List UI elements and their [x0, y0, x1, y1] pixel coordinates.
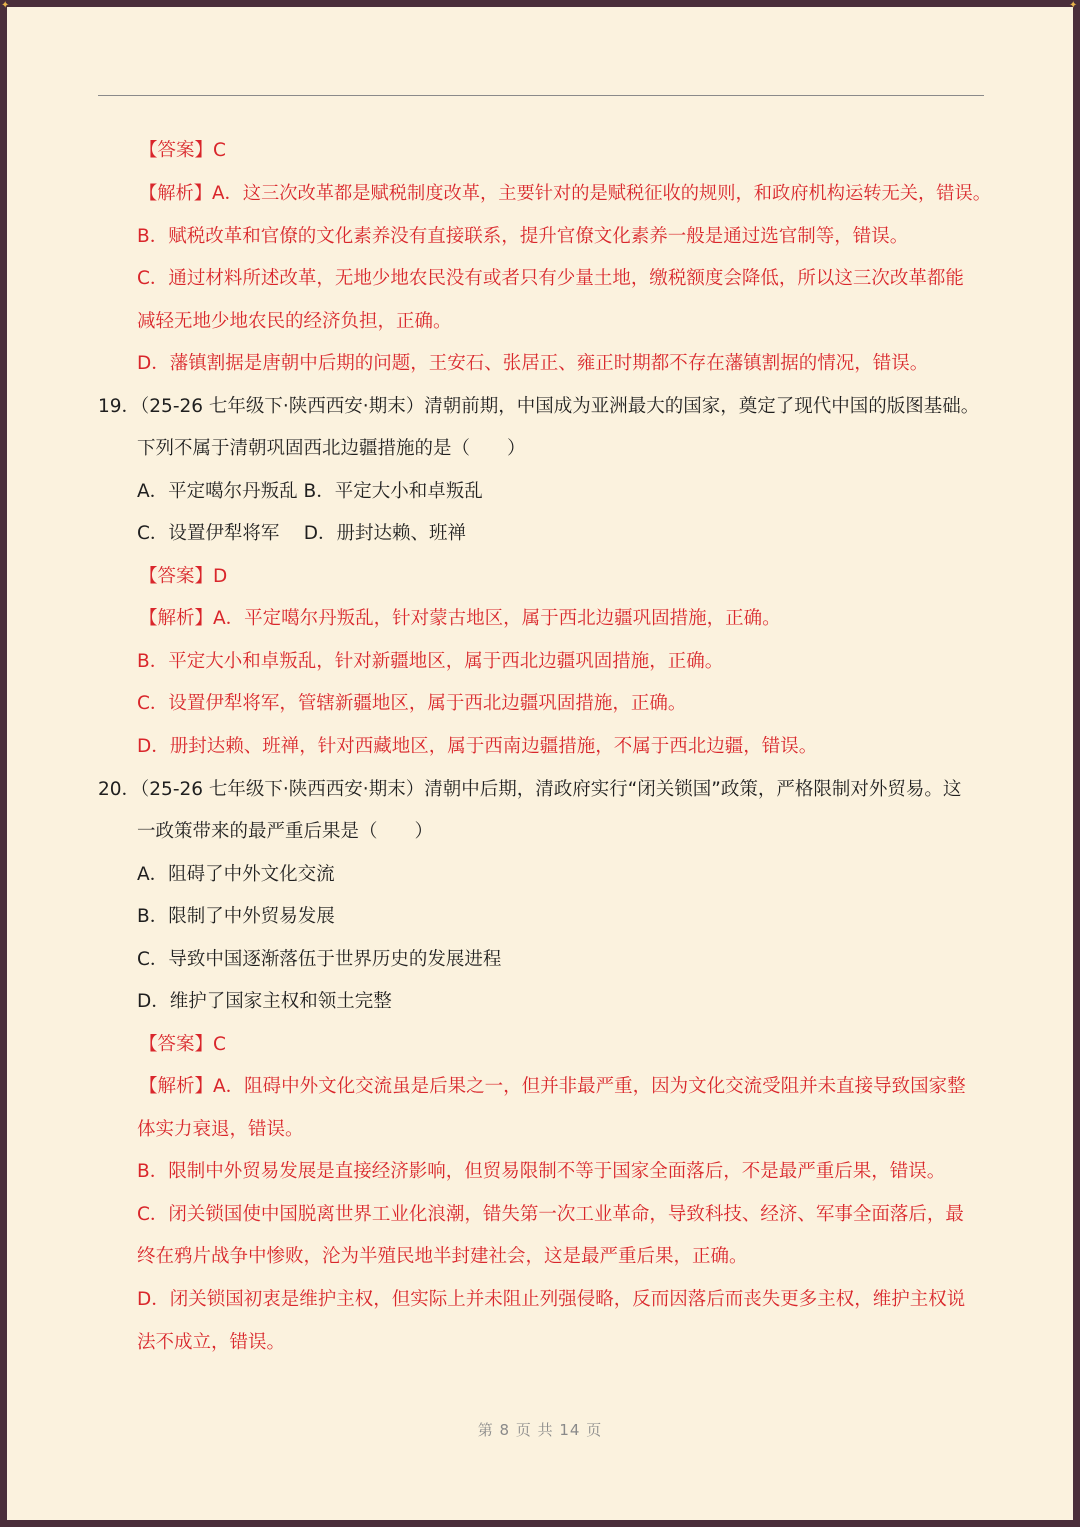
- q20-stem: 20．（25-26 七年级下·陕西西安·期末）清朝中后期，清政府实行“闭关锁国”政策，严格限制对外贸易。这: [98, 779, 962, 800]
- q19-stem: 下列不属于清朝巩固西北边疆措施的是（ ）: [137, 438, 526, 459]
- q20-analysis-line: 体实力衰退，错误。: [137, 1119, 304, 1140]
- q20-option: A．阻碍了中外文化交流: [137, 864, 335, 885]
- q19-options: C．设置伊犁将军 D．册封达赖、班禅: [137, 523, 467, 544]
- q20-analysis-line: 法不成立，错误。: [137, 1332, 286, 1353]
- q19-analysis-line: 【解析】A．平定噶尔丹叛乱，针对蒙古地区，属于西北边疆巩固措施，正确。: [139, 608, 781, 629]
- q19-analysis-line: B．平定大小和卓叛乱，针对新疆地区，属于西北边疆巩固措施，正确。: [137, 651, 724, 672]
- q18-analysis-line: 减轻无地少地农民的经济负担，正确。: [137, 311, 452, 332]
- q20-option: D．维护了国家主权和领土完整: [137, 991, 392, 1012]
- q20-analysis-line: D．闭关锁国初衷是维护主权，但实际上并未阻止列强侵略，反而因落后而丧失更多主权，维护主权说: [137, 1289, 966, 1310]
- q19-analysis-line: C．设置伊犁将军，管辖新疆地区，属于西北边疆巩固措施，正确。: [137, 693, 687, 714]
- q20-analysis-line: 【解析】A．阻碍中外文化交流虽是后果之一，但并非最严重，因为文化交流受阻并未直接导致国家整: [139, 1076, 966, 1097]
- q18-analysis-line: B．赋税改革和官僚的文化素养没有直接联系，提升官僚文化素养一般是通过选官制等，错误。: [137, 226, 909, 247]
- q20-analysis-line: 终在鸦片战争中惨败，沦为半殖民地半封建社会，这是最严重后果，正确。: [137, 1246, 748, 1267]
- corner-star-icon: ✦: [1069, 0, 1078, 11]
- q19-analysis-line: D．册封达赖、班禅，针对西藏地区，属于西南边疆措施，不属于西北边疆，错误。: [137, 736, 818, 757]
- q20-option: C．导致中国逐渐落伍于世界历史的发展进程: [137, 949, 502, 970]
- q20-option: B．限制了中外贸易发展: [137, 906, 335, 927]
- q18-analysis-line: D．藩镇割据是唐朝中后期的问题，王安石、张居正、雍正时期都不存在藩镇割据的情况，错误。: [137, 353, 929, 374]
- q18-analysis-line: C．通过材料所述改革，无地少地农民没有或者只有少量土地，缴税额度会降低，所以这三次改革都能: [137, 268, 964, 289]
- q19-options: A．平定噶尔丹叛乱 B．平定大小和卓叛乱: [137, 481, 483, 502]
- document-page: [7, 7, 1073, 1520]
- q20-stem: 一政策带来的最严重后果是（ ）: [137, 821, 434, 842]
- q20-analysis-line: B．限制中外贸易发展是直接经济影响，但贸易限制不等于国家全面落后，不是最严重后果，错误。: [137, 1161, 946, 1182]
- q20-analysis-line: C．闭关锁国使中国脱离世界工业化浪潮，错失第一次工业革命，导致科技、经济、军事全面落后，最: [137, 1204, 964, 1225]
- q18-answer: 【答案】C: [139, 140, 226, 161]
- q19-stem: 19．（25-26 七年级下·陕西西安·期末）清朝前期，中国成为亚洲最大的国家，奠定了现代中国的版图基础。: [98, 396, 980, 417]
- corner-star-icon: ✦: [1, 0, 10, 11]
- q20-answer: 【答案】C: [139, 1034, 226, 1055]
- q18-analysis-line: 【解析】A．这三次改革都是赋税制度改革，主要针对的是赋税征收的规则，和政府机构运转无关，错误。: [139, 183, 991, 204]
- header-rule: [98, 95, 984, 96]
- q19-answer: 【答案】D: [139, 566, 228, 587]
- page-number-footer: 第 8 页 共 14 页: [477, 1421, 603, 1439]
